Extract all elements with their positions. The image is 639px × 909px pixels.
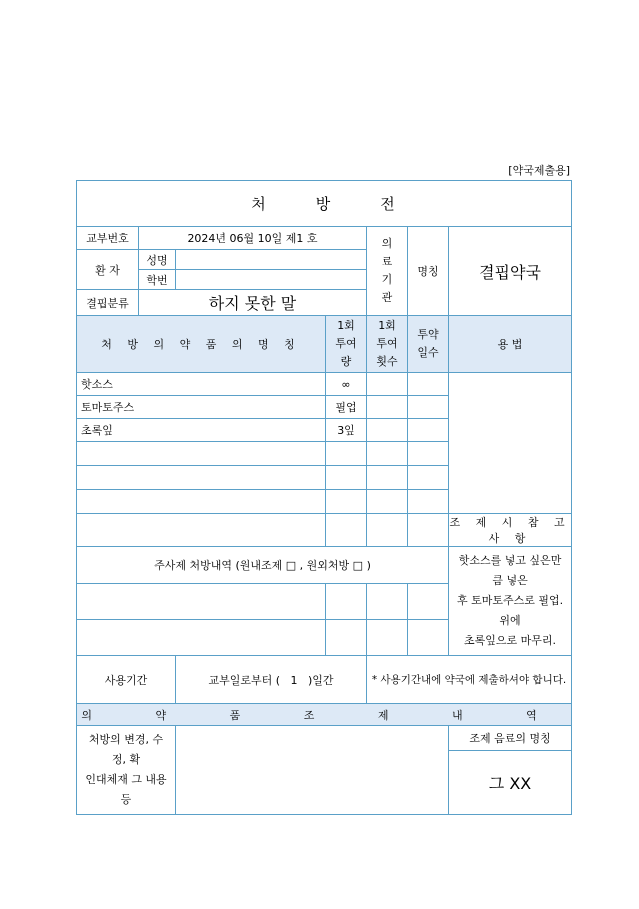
usage-header: 용 법 <box>449 316 572 373</box>
drug-days <box>408 466 449 490</box>
injection-row <box>77 620 326 656</box>
institution-name: 결핍약국 <box>449 227 572 316</box>
dispensing-notes-text: 핫소스를 넣고 싶은만큼 넣은 후 토마토주스로 필업. 위에 초록잎으로 마무리. <box>449 547 572 656</box>
drug-row <box>77 373 572 396</box>
drug-dose: 3잎 <box>326 419 367 442</box>
issue-number-value: 2024년 06월 10일 제1 호 <box>139 227 367 250</box>
usage-period-value: 교부일로부터 ( 1 )일간 <box>176 656 367 704</box>
drug-dose: 필업 <box>326 396 367 419</box>
issue-number-label: 교부번호 <box>77 227 139 250</box>
drug-days <box>408 396 449 419</box>
drug-name <box>77 490 326 514</box>
drug-days <box>408 419 449 442</box>
patient-label: 환 자 <box>77 250 139 290</box>
institution-label: 의 료 기 관 <box>367 227 408 316</box>
drug-name: 토마토주스 <box>77 396 326 419</box>
drug-dose: ∞ <box>326 373 367 396</box>
drug-freq <box>367 419 408 442</box>
change-content <box>176 726 449 815</box>
drug-days <box>408 490 449 514</box>
drug-name: 핫소스 <box>77 373 326 396</box>
injection-header: 주사제 처방내역 (원내조제 □ , 원외처방 □ ) <box>77 547 449 584</box>
form-title: 처 방 전 <box>77 181 572 227</box>
usage-period-note: * 사용기간내에 약국에 제출하셔야 합니다. <box>367 656 572 704</box>
change-note: 처방의 변경, 수정, 확 인대체재 그 내용 등 <box>77 726 176 815</box>
name-label: 성명 <box>139 250 176 270</box>
drug-dose <box>326 466 367 490</box>
drug-days <box>408 373 449 396</box>
drug-name <box>77 442 326 466</box>
copy-label: [약국제출용] <box>508 164 570 177</box>
drug-dose <box>326 490 367 514</box>
category-label: 결핍분류 <box>77 290 139 316</box>
freq-header: 1회 투여 횟수 <box>367 316 408 373</box>
days-header: 투약 일수 <box>408 316 449 373</box>
dispensing-notes-label: 조 제 시 참 고 사 항 <box>449 514 572 547</box>
usage-period-label: 사용기간 <box>77 656 176 704</box>
drug-freq <box>367 396 408 419</box>
drug-blank <box>77 514 326 547</box>
drug-dose <box>326 442 367 466</box>
drug-freq <box>367 442 408 466</box>
student-id-label: 학번 <box>139 270 176 290</box>
name-field[interactable] <box>176 250 367 270</box>
usage-area <box>449 373 572 514</box>
drug-name: 초록잎 <box>77 419 326 442</box>
dose-header: 1회 투여 량 <box>326 316 367 373</box>
dispensing-section-header: 의 약 품 조 제 내 역 <box>77 704 572 726</box>
drug-days <box>408 442 449 466</box>
designation-label: 명칭 <box>408 227 449 316</box>
drug-freq <box>367 490 408 514</box>
drug-freq <box>367 466 408 490</box>
prescription-form <box>76 180 572 815</box>
facility-name-label: 조제 음료의 명칭 <box>449 726 572 751</box>
drug-name-header: 처 방 의 약 품 의 명 칭 <box>77 316 326 373</box>
category-value: 하지 못한 말 <box>139 290 367 316</box>
drug-name <box>77 466 326 490</box>
facility-name-value: 그 XX <box>449 751 572 815</box>
drug-freq <box>367 373 408 396</box>
student-id-field[interactable] <box>176 270 367 290</box>
injection-row <box>77 584 326 620</box>
